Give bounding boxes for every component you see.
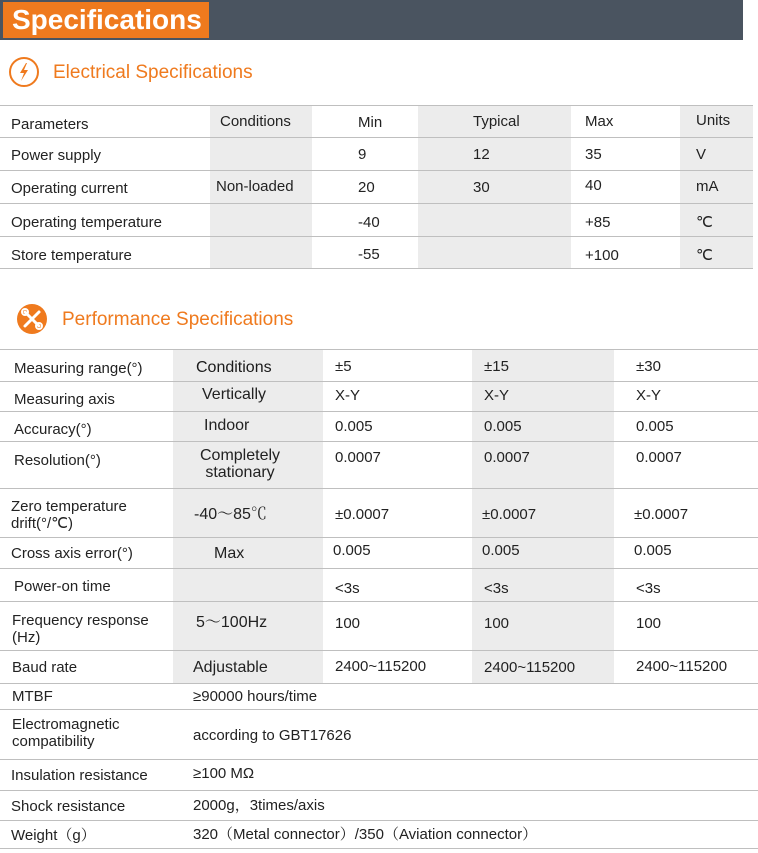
performance-section-title: Performance Specifications	[62, 309, 294, 330]
table-cell: Non-loaded	[216, 178, 294, 195]
table-row-param: Power-on time	[14, 578, 111, 595]
table-cell: 30	[473, 179, 490, 196]
table-row-param: Measuring axis	[14, 391, 115, 408]
table-cell: 2400~115200	[484, 659, 576, 676]
table-cell: <3s	[636, 580, 661, 597]
table-cell: 100	[636, 615, 662, 632]
table-cell: -40	[358, 214, 380, 231]
spec-banner	[0, 0, 743, 40]
table-cell: 0.0007	[636, 449, 682, 466]
table-cell: ±30	[636, 358, 661, 375]
table-row-param: Electromagnetic compatibility	[12, 716, 120, 750]
table-cell: 0.005	[484, 418, 522, 435]
table-cell: ±15	[484, 358, 509, 375]
table-row-param: Shock resistance	[11, 798, 126, 815]
table-cell: Completely stationary	[199, 447, 281, 481]
table-cell: +100	[585, 247, 619, 264]
table-cell: 5～100Hz	[196, 614, 268, 631]
table-row-param: Power supply	[11, 147, 102, 164]
table-cell: ℃	[696, 247, 713, 264]
table-cell: -40～85℃	[194, 506, 267, 523]
table-cell: 2400~115200	[335, 658, 427, 675]
table-cell: ±0.0007	[634, 506, 689, 523]
table-row-param: Baud rate	[12, 659, 78, 676]
table-cell: 0.0007	[484, 449, 530, 466]
table-cell: 0.0007	[335, 449, 381, 466]
header-units: Units	[696, 112, 731, 129]
table-cell: X-Y	[335, 387, 361, 404]
table-row-param: Store temperature	[11, 247, 132, 264]
table-cell: Vertically	[202, 386, 267, 403]
header-max: Max	[585, 113, 614, 130]
table-cell: 2000g，3times/axis	[193, 797, 325, 814]
table-cell: V	[696, 146, 707, 163]
tools-icon	[17, 304, 47, 334]
table-cell: 0.005	[634, 542, 672, 559]
table-cell: Indoor	[204, 417, 250, 434]
table-cell: 35	[585, 146, 602, 163]
table-cell: 100	[484, 615, 510, 632]
table-cell: 0.005	[335, 418, 373, 435]
table-cell: 9	[358, 146, 367, 163]
table-row-param: Operating current	[11, 180, 128, 197]
table-cell: 20	[358, 179, 375, 196]
lightning-icon	[9, 57, 39, 87]
table-cell: according to GBT17626	[193, 727, 352, 744]
page-title: Specifications	[3, 2, 209, 38]
table-cell: Conditions	[196, 359, 272, 376]
table-cell: 40	[585, 177, 602, 194]
table-cell: 12	[473, 146, 490, 163]
electrical-section-title: Electrical Specifications	[53, 62, 253, 83]
header-conditions: Conditions	[220, 113, 291, 130]
table-cell: 100	[335, 615, 361, 632]
table-row-param: Resolution(°)	[14, 452, 101, 469]
table-cell: <3s	[335, 580, 360, 597]
table-cell: <3s	[484, 580, 509, 597]
table-cell: Adjustable	[193, 659, 268, 676]
table-cell: ±0.0007	[482, 506, 537, 523]
table-row-param: Zero temperature drift(°/℃)	[11, 498, 127, 532]
table-row-param: Measuring range(°)	[14, 360, 143, 377]
table-cell: ≥90000 hours/time	[193, 688, 318, 705]
table-cell: 0.005	[482, 542, 520, 559]
table-cell: ±5	[335, 358, 352, 375]
header-parameters: Parameters	[11, 116, 89, 133]
table-row-param: Frequency response (Hz)	[12, 612, 149, 646]
table-row-param: Accuracy(°)	[14, 421, 92, 438]
table-cell: 0.005	[636, 418, 674, 435]
table-cell: 320（Metal connector）/350（Aviation connector）	[193, 826, 538, 843]
table-cell: -55	[358, 246, 380, 263]
table-row-param: Weight（g）	[11, 827, 96, 844]
table-cell: X-Y	[484, 387, 510, 404]
table-cell: ℃	[696, 214, 713, 231]
table-cell: 0.005	[333, 542, 371, 559]
table-row-param: MTBF	[12, 688, 53, 705]
header-min: Min	[358, 114, 383, 131]
header-typical: Typical	[473, 113, 520, 130]
table-cell: 2400~115200	[636, 658, 728, 675]
table-cell: Max	[214, 545, 245, 562]
table-cell: X-Y	[636, 387, 662, 404]
table-cell: ±0.0007	[335, 506, 390, 523]
table-cell: ≥100 MΩ	[193, 765, 255, 782]
table-row-param: Insulation resistance	[11, 767, 148, 784]
table-cell: mA	[696, 178, 719, 195]
table-row-param: Cross axis error(°)	[11, 545, 133, 562]
table-cell: +85	[585, 214, 611, 231]
table-row-param: Operating temperature	[11, 214, 162, 231]
